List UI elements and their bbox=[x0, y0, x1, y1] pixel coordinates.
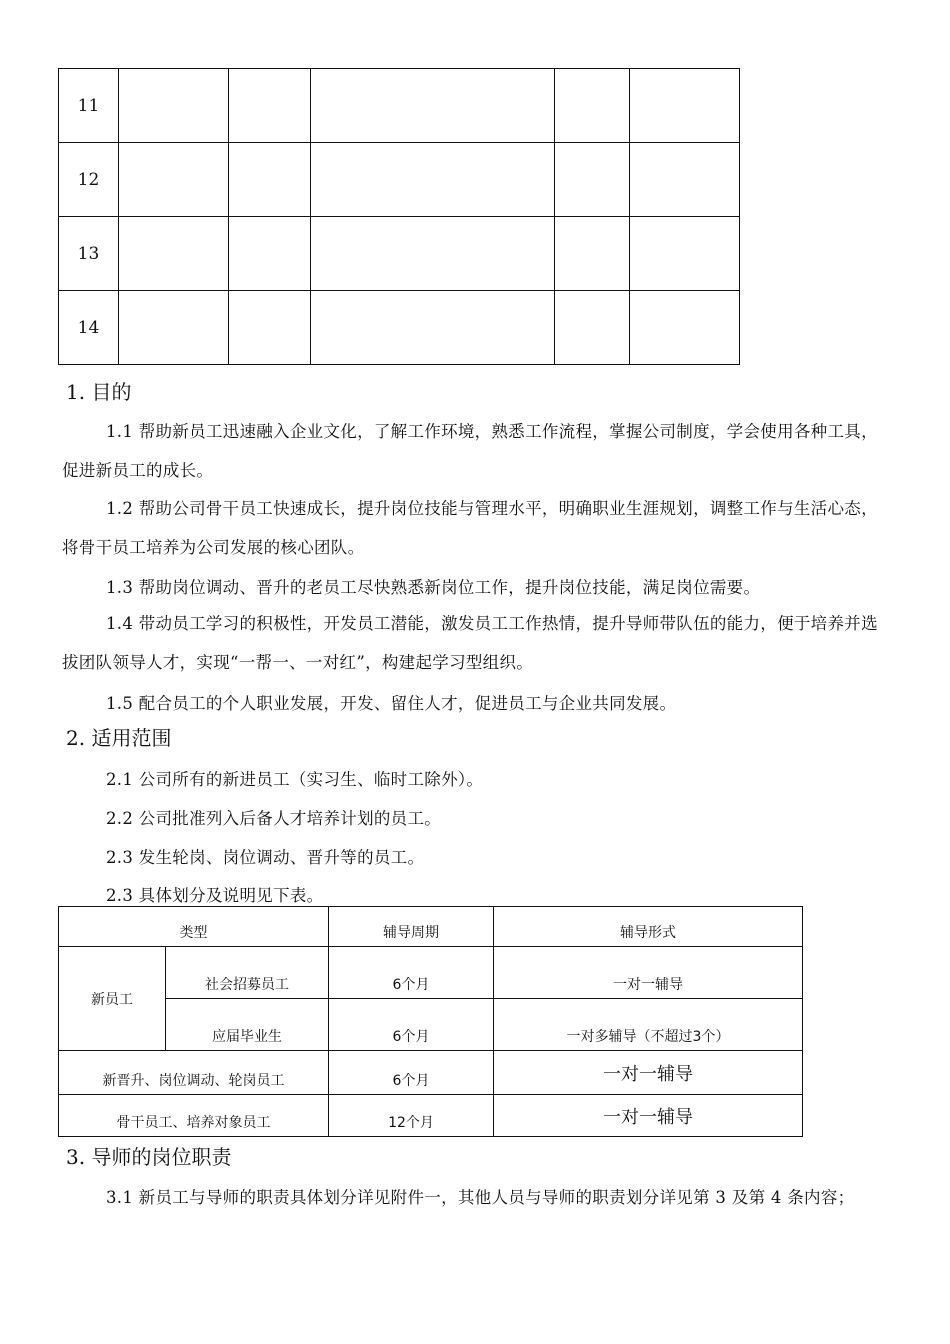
paragraph-1-3: 1.3 帮助岗位调动、晋升的老员工尽快熟悉新岗位工作，提升岗位技能，满足岗位需要。 bbox=[106, 578, 761, 597]
table-row bbox=[59, 1051, 803, 1095]
table-header-row bbox=[59, 907, 803, 947]
header-form: 辅导形式 bbox=[494, 907, 803, 947]
row-number: 13 bbox=[59, 217, 119, 291]
form-cell: 一对多辅导（不超过3个） bbox=[494, 999, 803, 1051]
header-period: 辅导周期 bbox=[329, 907, 494, 947]
type-table bbox=[58, 906, 803, 1137]
form-cell: 一对一辅导 bbox=[494, 1051, 803, 1095]
type-cell: 社会招募员工 bbox=[166, 947, 329, 999]
type-cell: 新晋升、岗位调动、轮岗员工 bbox=[59, 1051, 329, 1095]
period-cell: 6个月 bbox=[329, 999, 494, 1051]
type-cell: 骨干员工、培养对象员工 bbox=[59, 1095, 329, 1137]
top-table bbox=[58, 68, 740, 365]
table-row bbox=[59, 217, 740, 291]
section-1-heading: 1. 目的 bbox=[66, 380, 132, 404]
period-cell: 6个月 bbox=[329, 947, 494, 999]
paragraph-3-1: 3.1 新员工与导师的职责具体划分详见附件一，其他人员与导师的职责划分详见第 3 及第 4 条内容； bbox=[106, 1188, 855, 1207]
form-cell: 一对一辅导 bbox=[494, 1095, 803, 1137]
paragraph-1-1: 1.1 帮助新员工迅速融入企业文化，了解工作环境，熟悉工作流程，掌握公司制度，学会使用各种工具，促进新员工的成长。 bbox=[62, 422, 878, 480]
section-2-heading: 2. 适用范围 bbox=[66, 726, 172, 750]
scope-line-3: 2.3 发生轮岗、岗位调动、晋升等的员工。 bbox=[106, 848, 425, 867]
paragraph-1-2: 1.2 帮助公司骨干员工快速成长，提升岗位技能与管理水平，明确职业生涯规划，调整工作与生活心态，将骨干员工培养为公司发展的核心团队。 bbox=[62, 499, 878, 557]
section-3-heading: 3. 导师的岗位职责 bbox=[66, 1145, 232, 1169]
table-row bbox=[59, 291, 740, 365]
scope-line-1: 2.1 公司所有的新进员工（实习生、临时工除外）。 bbox=[106, 770, 484, 789]
period-cell: 6个月 bbox=[329, 1051, 494, 1095]
table-row bbox=[59, 999, 803, 1051]
row-number: 14 bbox=[59, 291, 119, 365]
table-row bbox=[59, 143, 740, 217]
header-type: 类型 bbox=[59, 907, 329, 947]
type-cell: 应届毕业生 bbox=[166, 999, 329, 1051]
table-row bbox=[59, 947, 803, 999]
paragraph-1-4: 1.4 带动员工学习的积极性，开发员工潜能，激发员工工作热情，提升导师带队伍的能力，便于培养并选拔团队领导人才，实现“一帮一、一对红”，构建起学习型组织。 bbox=[62, 614, 878, 672]
form-cell: 一对一辅导 bbox=[494, 947, 803, 999]
table-row bbox=[59, 69, 740, 143]
period-cell: 12个月 bbox=[329, 1095, 494, 1137]
row-number: 11 bbox=[59, 69, 119, 143]
paragraph-1-5: 1.5 配合员工的个人职业发展，开发、留住人才，促进员工与企业共同发展。 bbox=[106, 694, 677, 713]
row-number: 12 bbox=[59, 143, 119, 217]
scope-line-2: 2.2 公司批准列入后备人才培养计划的员工。 bbox=[106, 809, 442, 828]
table-row bbox=[59, 1095, 803, 1137]
scope-line-4: 2.3 具体划分及说明见下表。 bbox=[106, 886, 324, 905]
group-new-employee: 新员工 bbox=[59, 947, 166, 1051]
